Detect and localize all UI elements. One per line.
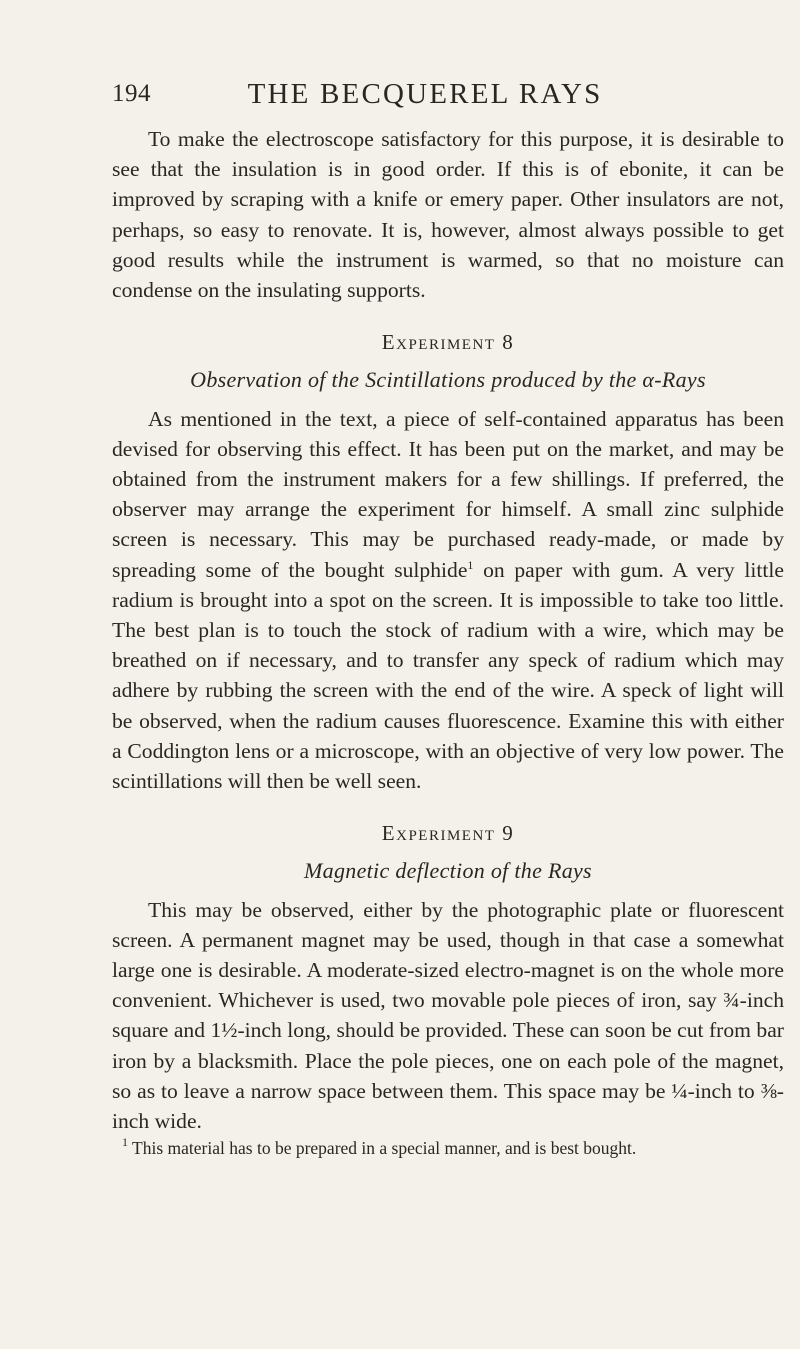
experiment-8-heading: Experiment 8	[381, 330, 515, 355]
experiment-8-text-b: on paper with gum. A very little radium is brought into a spot on the screen. It is impossible to take too little. The best plan is to touch the stock of radium with a wire, which may be breathed on if necessary, and to transfer any speck of radium which may adhere by rubbing the screen with the end of the wire. A speck of light will be observed, when the radium causes fluorescence. Examine this with either a Coddington lens or a microscope, with an objective of very low power. The scintillations will then be well seen.	[112, 557, 784, 794]
page-body	[112, 124, 784, 1160]
page-header	[112, 78, 738, 118]
experiment-9-title: Magnetic deflection of the Rays	[304, 858, 592, 884]
footnote-mark: 1	[122, 1135, 128, 1150]
experiment-9-paragraph: This may be observed, either by the photographic plate or fluorescent screen. A permanent magnet may be used, though in that case a somewhat large one is desirable. A moderate-sized electro-magnet is on the whole more convenient. Whichever is used, two movable pole pieces of iron, say ¾-inch square and 1½-inch long, should be provided. These can soon be cut from bar iron by a blacksmith. Place the pole pieces, one on each pole of the magnet, so as to leave a narrow space between them. This space may be ¼-inch to ⅜-inch wide.	[112, 897, 784, 1134]
footnote	[112, 1136, 784, 1160]
footnote-text: This material has to be prepared in a special manner, and is best bought.	[128, 1138, 637, 1159]
experiment-8-title: Observation of the Scintillations produced by the α-Rays	[190, 367, 706, 393]
experiment-8-text-a: As mentioned in the text, a piece of self-contained apparatus has been devised for observing this effect. It has been put on the market, and may be obtained from the instrument makers for a few shillings. If preferred, the observer may arrange the experiment for himself. A small zinc sulphide screen is necessary. This may be purchased ready-made, or made by spreading some of the bought sulphide	[112, 406, 784, 582]
experiment-8-paragraph	[112, 404, 784, 797]
experiment-9-heading: Experiment 9	[381, 821, 515, 846]
page-number: 194	[112, 80, 151, 107]
footnote-reference: 1	[467, 557, 474, 572]
intro-paragraph: To make the electroscope satisfactory for this purpose, it is desirable to see that the insulation is in good order. If this is of ebonite, it can be improved by scraping with a knife or emery paper. Other insulators are not, perhaps, so easy to renovate. It is, however, almost always possible to get good results while the instrument is warmed, so that no moisture can condense on the insulating supports.	[112, 127, 784, 303]
running-head: THE BECQUEREL RAYS	[247, 78, 603, 110]
